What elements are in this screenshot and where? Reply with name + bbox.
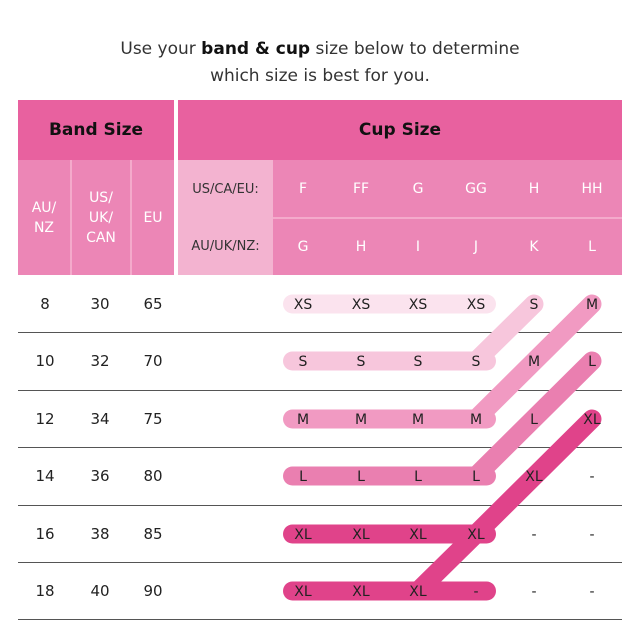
size-l-label: L — [588, 354, 596, 370]
col-au-nz: AU/ NZ — [31, 199, 57, 236]
size-m-label: M — [354, 412, 368, 428]
size-m-label: M — [469, 412, 483, 428]
intro-text: Use your band & cup size below to determine which size is best for you. — [120, 39, 520, 86]
cup-au-l: L — [588, 238, 596, 255]
band-size-title: Band Size — [48, 120, 144, 140]
pill-xl-last — [283, 582, 496, 601]
band-eu-value: 75 — [143, 410, 163, 428]
pill-s — [283, 352, 496, 371]
band-au-value: 12 — [35, 410, 55, 428]
size---label: - — [589, 584, 595, 600]
col-eu: EU — [143, 209, 163, 226]
size-l-label: L — [530, 412, 538, 428]
band-eu-value: 80 — [143, 467, 163, 485]
band-au-value: 10 — [35, 352, 55, 370]
size-xl-label: XL — [467, 527, 485, 543]
cup-au-g: G — [297, 238, 309, 255]
band-us-value: 30 — [90, 295, 110, 313]
col-us-uk-can: US/ UK/ CAN — [86, 189, 116, 246]
band-us-value: 32 — [90, 352, 110, 370]
size-s-label: S — [529, 297, 539, 313]
cup-us-hh: HH — [581, 181, 603, 197]
size-xl-label: XL — [409, 584, 427, 600]
cup-row-label-us: US/CA/EU: — [192, 181, 259, 197]
size---label: - — [589, 469, 595, 485]
band-au-value: 14 — [35, 467, 55, 485]
cup-us-g: G — [412, 181, 424, 197]
cup-au-j: J — [473, 238, 479, 255]
size---label: - — [589, 527, 595, 543]
pill-xs — [283, 295, 496, 314]
band-us-value: 36 — [90, 467, 110, 485]
size-xs-label: XS — [293, 297, 313, 313]
size---label: - — [531, 584, 537, 600]
size-m-label: M — [411, 412, 425, 428]
cup-us-gg: GG — [465, 181, 487, 197]
size-xl-label: XL — [525, 469, 543, 485]
size-xl-label: XL — [294, 584, 312, 600]
size-l-label: L — [299, 469, 307, 485]
size-l-label: L — [357, 469, 365, 485]
size---label: - — [473, 584, 479, 600]
size---label: - — [531, 527, 537, 543]
cup-au-i: I — [415, 238, 421, 255]
band-eu-value: 85 — [143, 525, 163, 543]
band-us-value: 34 — [90, 410, 110, 428]
size-xl-label: XL — [409, 527, 427, 543]
band-us-value: 40 — [90, 582, 110, 600]
size-s-label: S — [356, 354, 366, 370]
size-xl-label: XL — [583, 412, 601, 428]
size-xs-label: XS — [466, 297, 486, 313]
size-xs-label: XS — [408, 297, 428, 313]
band-au-value: 16 — [35, 525, 55, 543]
band-au-value: 8 — [40, 295, 50, 313]
band-eu-value: 65 — [143, 295, 163, 313]
size-l-label: L — [414, 469, 422, 485]
pill-m — [283, 410, 496, 429]
cup-size-title: Cup Size — [358, 120, 442, 140]
size-s-label: S — [413, 354, 423, 370]
pill-l — [283, 467, 496, 486]
size-xs-label: XS — [351, 297, 371, 313]
cup-au-h: H — [355, 238, 367, 255]
cup-au-k: K — [529, 238, 539, 255]
size-xl-label: XL — [352, 584, 370, 600]
band-eu-value: 90 — [143, 582, 163, 600]
band-us-value: 38 — [90, 525, 110, 543]
band-eu-value: 70 — [143, 352, 163, 370]
size-xl-label: XL — [294, 527, 312, 543]
size-l-label: L — [472, 469, 480, 485]
cup-us-f: F — [298, 181, 308, 197]
cup-row-label-au: AU/UK/NZ: — [191, 239, 260, 254]
size-m-label: M — [527, 354, 541, 370]
pill-xl — [283, 525, 496, 544]
cup-us-h: H — [528, 181, 540, 197]
band-au-value: 18 — [35, 582, 55, 600]
size-xl-label: XL — [352, 527, 370, 543]
size-s-label: S — [471, 354, 481, 370]
size-s-label: S — [298, 354, 308, 370]
cup-us-ff: FF — [352, 181, 370, 197]
size-m-label: M — [296, 412, 310, 428]
size-m-label: M — [585, 297, 599, 313]
